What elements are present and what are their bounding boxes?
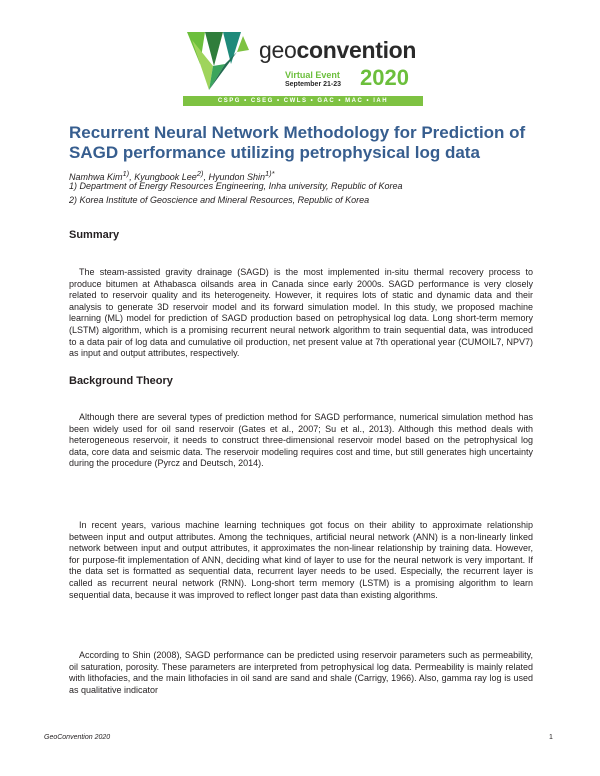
author-affiliation-mark: 1) — [122, 169, 130, 178]
background-paragraph: According to Shin (2008), SAGD performance can be predicted using reservoir parameters such as permeability, oil saturation, porosity. These parameters are interpreted from petrophysical log data. Permeability is mainly related with lithofacies, and the main lithofacies in oil sand are sand and shale (Carrigy, 1966). Also, gamma ray log is used as qualitative indicator — [69, 650, 533, 695]
geoconvention-logo — [183, 30, 423, 108]
author-separator: , — [129, 172, 135, 182]
footer-conference-name: GeoConvention 2020 — [44, 734, 111, 741]
event-year: 2020 — [360, 65, 409, 90]
background-paragraph: In recent years, various machine learning techniques got focus on their ability to approximate relationship between input and output attributes. Among the techniques, artificial neural network (ANN) is a non-linearly linked network between input and output attributes, it approximates the non-linear relationship by training data. However, for purpose-fit implementation of ANN, deciding what kind of layer to use for the neural network is very important. If the data set is formatted as sequential data, recurrent layer needs to be used. Especially, the recurrent layer is called as recurrent neural network (RNN). Long-short term memory (LSTM) is a promising algorithm to learn sequential data, because it was improved to reflect longer past data than existing algorithms. — [69, 520, 533, 600]
page-number: 1 — [549, 734, 553, 741]
background-paragraph: Although there are several types of prediction method for SAGD performance, numerical simulation method has been widely used for oil sand reservoir (Gates et al., 2007; Su et al., 2013). Although this method deals with heterogeneous reservoir, it needs to construct three-dimensional reservoir model based on the petrophysical log data, core data and seismic data. The reservoir modeling requires cost and time, but still generates high uncertainty during the procedure (Pyrcz and Deutsch, 2014). — [69, 412, 533, 469]
section-heading-summary: Summary — [69, 229, 120, 241]
summary-paragraph: The steam-assisted gravity drainage (SAGD) is the most implemented in-situ thermal recovery process to produce bitumen at Athabasca oilsands area in Canada since early 2000s. SAGD performance is very closely related to reservoir quality and its heterogeneity. However, it requires lots of static and dynamic data and their analysis to generate 3D reservoir model and its forward simulation model. In this study, we proposed machine learning (ML) model for prediction of SAGD production based on petrophysical log data. Long short-term memory (LSTM) algorithm, which is a promising recurrent neural network algorithm to train sequential data, was introduced to a data pair of log data and cumulative oil production, net present value at 7th operational year (CUMOIL7, NPV7) as input and output attributes, respectively. — [69, 267, 533, 359]
brand-name: geoconvention — [259, 37, 417, 63]
author-separator: , — [203, 172, 209, 182]
event-dates: September 21-23 — [285, 81, 342, 88]
affiliation: 2) Korea Institute of Geoscience and Mineral Resources, Republic of Korea — [69, 195, 370, 205]
author-name: Kyungbook Lee — [134, 172, 197, 182]
paper-title: Recurrent Neural Network Methodology for Prediction of SAGD performance utilizing petrophysical log data — [69, 123, 526, 162]
author-name: Hyundon Shin — [208, 172, 265, 182]
author-name: Namhwa Kim — [69, 172, 123, 182]
author-affiliation-mark: 1)* — [265, 169, 275, 178]
author-affiliation-mark: 2) — [196, 169, 204, 178]
section-heading-background-theory: Background Theory — [69, 375, 173, 387]
geoconvention-mark-icon — [183, 30, 257, 94]
event-type: Virtual Event — [285, 70, 340, 80]
partner-societies-band: CSPG • CSEG • CWLS • GAC • MAC • IAH — [183, 96, 423, 106]
affiliation: 1) Department of Energy Resources Engineering, Inha university, Republic of Korea — [69, 181, 403, 191]
